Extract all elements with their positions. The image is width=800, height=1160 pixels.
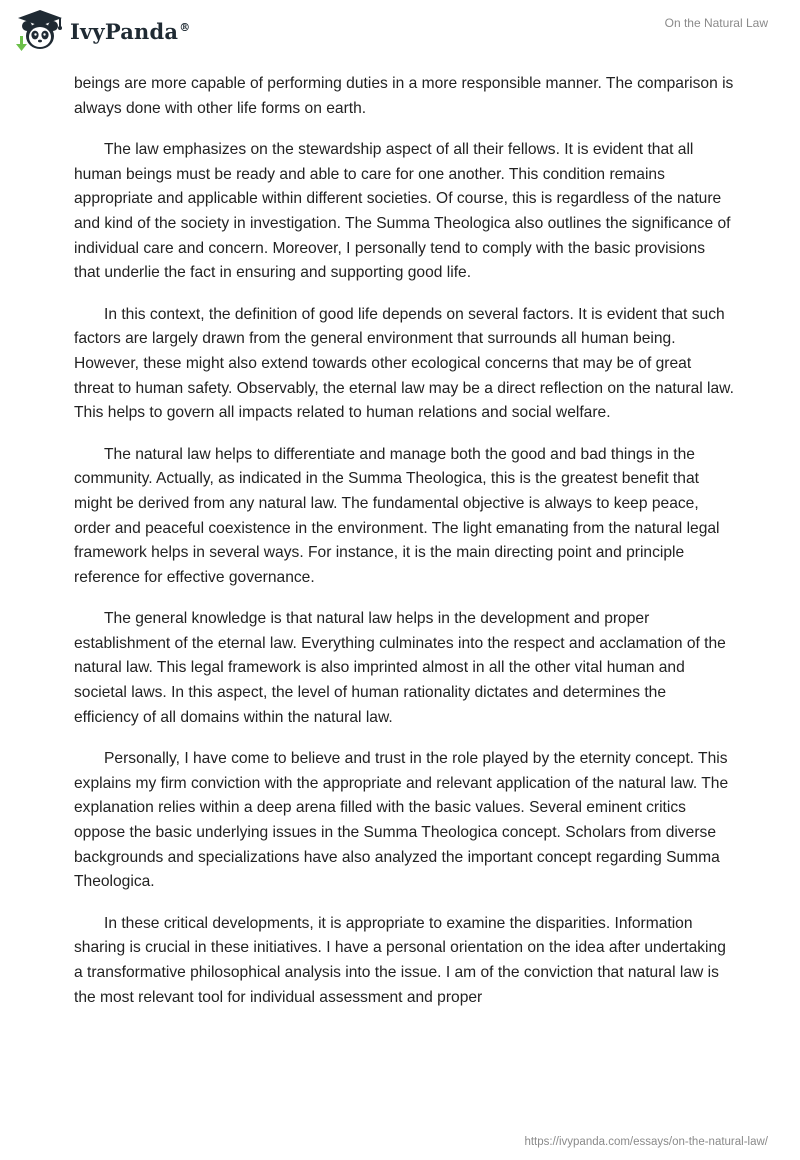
- registered-mark: ®: [179, 20, 191, 34]
- ivypanda-logo[interactable]: [14, 8, 190, 52]
- paragraph-1: beings are more capable of performing duties in a more responsible manner. The comparison is always done with other life forms on earth.: [74, 75, 734, 117]
- panda-graduate-icon: [14, 8, 66, 52]
- document-title: On the Natural Law: [664, 16, 768, 30]
- page-header: [0, 0, 800, 70]
- paragraph-5: The general knowledge is that natural law helps in the development and proper establishment of the eternal law. Everything culminates into the respect and acclamation of the natural law. This legal framework is also imprinted almost in all the other vital human and societal laws. In this aspect, the level of human rationality dictates and determines the efficiency of all domains within the natural law.: [74, 610, 726, 726]
- source-url[interactable]: https://ivypanda.com/essays/on-the-natural-law/: [524, 1136, 768, 1148]
- paragraph-7: In these critical developments, it is appropriate to examine the disparities. Information sharing is crucial in these initiatives. I have a personal orientation on the idea after undertaking a transformative philosophical analysis into the issue. I am of the conviction that natural law is the most relevant tool for individual assessment and proper: [74, 914, 726, 1006]
- paragraph-4: The natural law helps to differentiate and manage both the good and bad things in the community. Actually, as indicated in the Summa Theologica, this is the greatest benefit that might be derived from any natural law. The fundamental objective is always to keep peace, order and peaceful coexistence in the environment. The light emanating from the natural legal framework helps in several ways. For instance, it is the main directing point and principle reference for effective governance.: [74, 445, 720, 586]
- paragraph-3: In this context, the definition of good life depends on several factors. It is evident that such factors are largely drawn from the general environment that surrounds all human being. However, these might also extend towards other ecological concerns that may be of great threat to human safety. Observably, the eternal law may be a direct reflection on the natural law. This helps to govern all impacts related to human relations and social welfare.: [74, 305, 734, 422]
- logo-text: IvyPanda®: [70, 18, 191, 44]
- paragraph-2: The law emphasizes on the stewardship aspect of all their fellows. It is evident that all human beings must be ready and able to care for one another. This condition remains appropriate and applicable within different societies. Of course, this is regardless of the nature and kind of the society in investigation. The Summa Theologica also outlines the significance of individual care and concern. Moreover, I personally tend to comply with the basic provisions that underlie the fact in ensuring and supporting good life.: [74, 141, 731, 282]
- essay-body: [74, 72, 734, 1027]
- paragraph-6: Personally, I have come to believe and trust in the role played by the eternity concept. This explains my firm conviction with the appropriate and relevant application of the natural law. The explanation relies within a deep arena filled with the basic values. Several eminent critics oppose the basic underlying issues in the Summa Theologica concept. Scholars from diverse backgrounds and specializations have also analyzed the important concept regarding Summa Theologica.: [74, 750, 729, 891]
